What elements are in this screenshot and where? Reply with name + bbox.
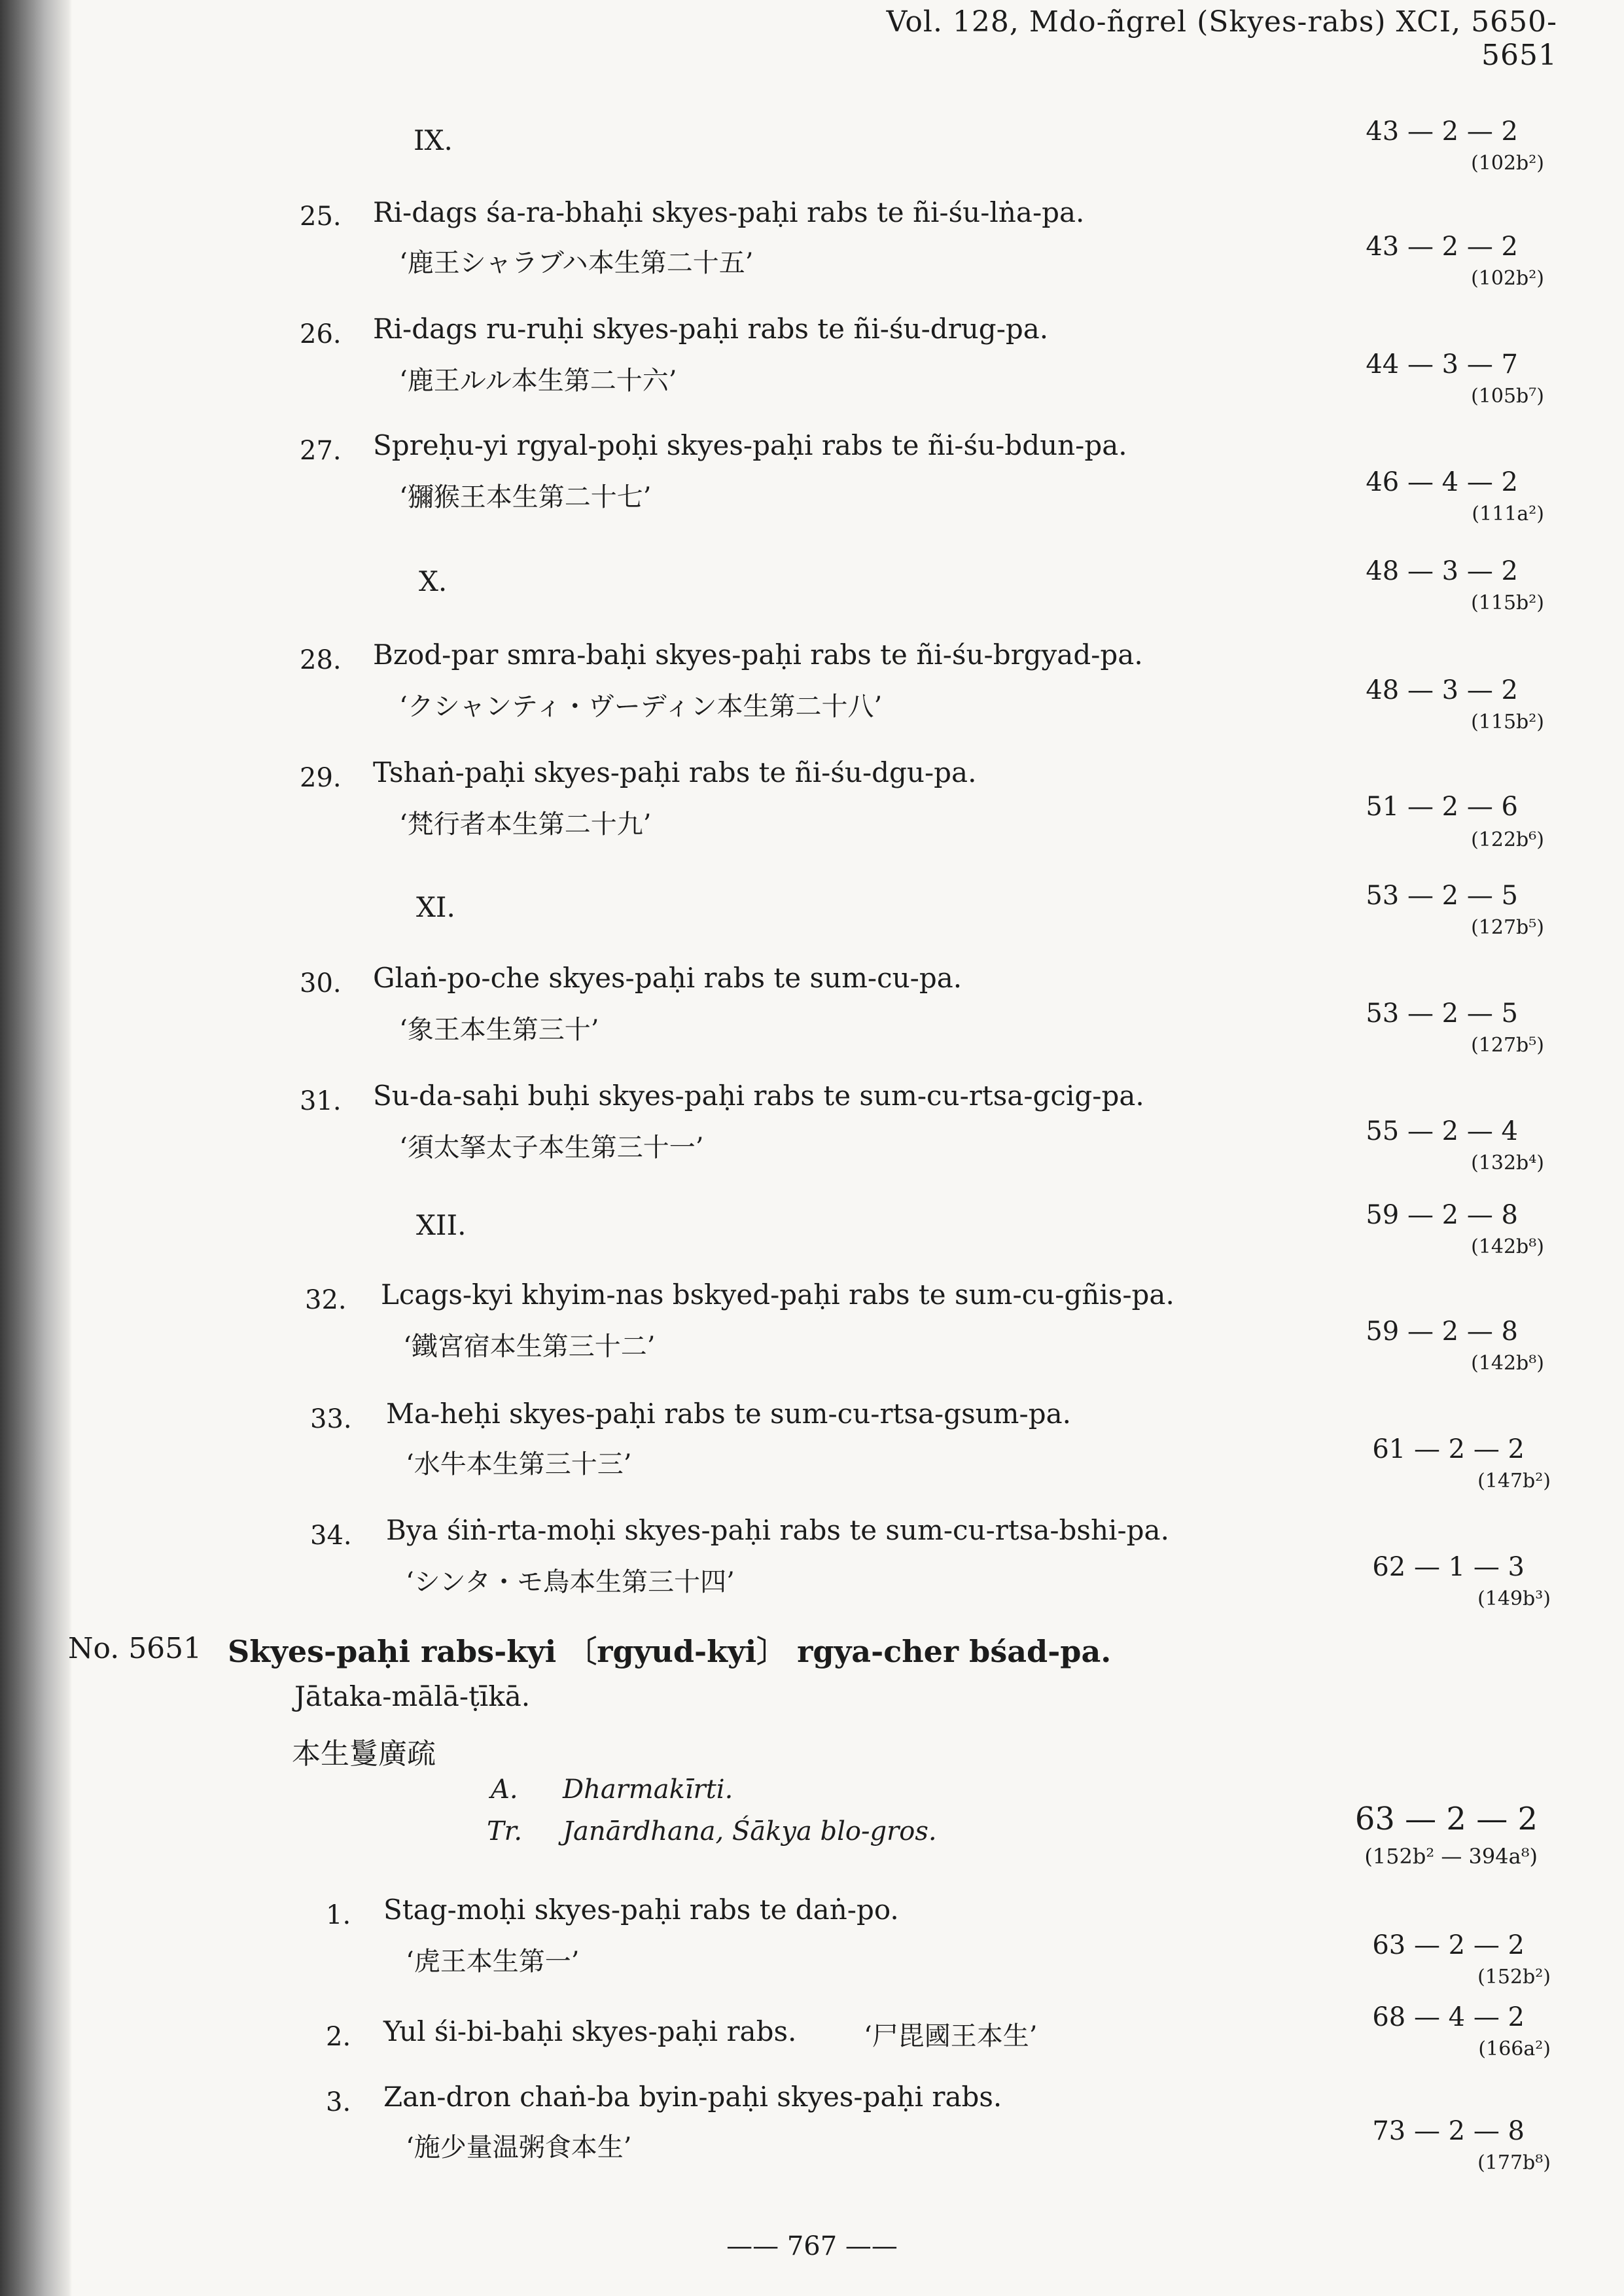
entry-31-number: 31. [300,1086,342,1116]
entry-26-folio: (105b⁷) [1471,385,1544,408]
entry-25-ref: 43 — 2 — 2 [1366,232,1518,262]
translator-names: Janārdhana, Śākya blo-gros. [563,1816,937,1846]
entry-27-folio: (111a²) [1472,503,1544,525]
entry-25-japanese: ‘鹿王シャラブハ本生第二十五’ [399,248,754,278]
entry-33-title: Ma-heḥi skyes-paḥi rabs te sum-cu-rtsa-gsum-pa. [386,1398,1071,1430]
entry-5651-folio-range: (152b² — 394a⁸) [1364,1844,1538,1869]
sub-entry-3-title: Zan-dron chaṅ-ba byin-paḥi skyes-paḥi rabs. [383,2081,1002,2113]
entry-28-japanese: ‘クシャンティ・ヴーディン本生第二十八’ [399,692,883,722]
entry-33-ref: 61 — 2 — 2 [1372,1434,1525,1464]
entry-5651-chinese-title: 本生鬘廣疏 [292,1737,436,1771]
sub-entry-2-number: 2. [326,2022,351,2052]
entry-27-title: Spreḥu-yi rgyal-poḥi skyes-paḥi rabs te ñi-śu-bdun-pa. [373,429,1127,461]
page-number [0,2231,1624,2261]
section-heading-ix: IX. [414,124,453,156]
sub-entry-1-japanese: ‘虎王本生第一’ [406,1947,580,1977]
entry-26-title: Ri-dags ru-ruḥi skyes-paḥi rabs te ñi-śu-drug-pa. [373,313,1049,345]
entry-34-ref: 62 — 1 — 3 [1372,1552,1525,1582]
entry-28-number: 28. [300,645,342,675]
entry-30-number: 30. [300,968,342,998]
entry-25-title: Ri-dags śa-ra-bhaḥi skyes-paḥi rabs te ñi-śu-lṅa-pa. [373,196,1085,228]
sub-entry-1-number: 1. [326,1900,351,1930]
entry-30-japanese: ‘象王本生第三十’ [399,1015,599,1045]
section-ix-folio: (102b²) [1471,152,1544,175]
entry-5651-tibetan-title: Skyes-paḥi rabs-kyi 〔rgyud-kyi〕 rgya-cher bśad-pa. [228,1634,1112,1669]
entry-28-title: Bzod-par smra-baḥi skyes-paḥi rabs te ñi-śu-brgyad-pa. [373,639,1143,671]
entry-34-folio: (149b³) [1477,1587,1551,1610]
entry-30-ref: 53 — 2 — 5 [1366,998,1518,1029]
entry-29-title: Tshaṅ-paḥi skyes-paḥi rabs te ñi-śu-dgu-pa. [373,756,977,788]
entry-29-number: 29. [300,763,342,793]
entry-5651-sanskrit-title: Jātaka-mālā-ṭīkā. [294,1680,531,1712]
entry-25-number: 25. [300,202,342,232]
entry-27-ref: 46 — 4 — 2 [1366,467,1518,497]
section-x-ref: 48 — 3 — 2 [1366,556,1518,586]
entry-26-ref: 44 — 3 — 7 [1366,349,1518,380]
running-head: Vol. 128, Mdo-ñgrel (Skyes-rabs) XCI, 5650-5651 [886,5,1557,72]
sub-entry-2-folio: (166a²) [1478,2038,1551,2060]
entry-31-japanese: ‘須太拏太子本生第三十一’ [399,1133,704,1163]
section-heading-xi: XI. [416,891,455,923]
entry-30-title: Glaṅ-po-che skyes-paḥi rabs te sum-cu-pa. [373,962,962,994]
entry-30-folio: (127b⁵) [1471,1034,1544,1057]
section-xi-ref: 53 — 2 — 5 [1366,881,1518,911]
page-number-dash-right: —— [837,2231,898,2261]
entry-34-japanese: ‘シンタ・モ鳥本生第三十四’ [406,1567,735,1597]
entry-29-ref: 51 — 2 — 6 [1366,792,1518,822]
entry-31-folio: (132b⁴) [1471,1152,1544,1174]
entry-5651-ref: 63 — 2 — 2 [1354,1801,1538,1837]
entry-32-folio: (142b⁸) [1471,1352,1544,1375]
entry-32-ref: 59 — 2 — 8 [1366,1316,1518,1347]
entry-34-title: Bya śiṅ-rta-moḥi skyes-paḥi rabs te sum-cu-rtsa-bshi-pa. [386,1514,1169,1546]
sub-entry-1-title: Stag-moḥi skyes-paḥi rabs te daṅ-po. [383,1894,899,1926]
section-xi-folio: (127b⁵) [1471,916,1544,939]
section-heading-x: X. [419,565,448,597]
entry-34-number: 34. [310,1521,352,1551]
entry-25-folio: (102b²) [1471,267,1544,290]
entry-29-japanese: ‘梵行者本生第二十九’ [399,809,652,839]
entry-31-ref: 55 — 2 — 4 [1366,1116,1518,1146]
entry-28-ref: 48 — 3 — 2 [1366,675,1518,705]
entry-26-number: 26. [300,319,342,349]
entry-33-number: 33. [310,1404,352,1434]
author-label: A. [491,1775,518,1805]
translator-label: Tr. [487,1816,523,1846]
section-x-folio: (115b²) [1471,592,1544,614]
page-number-dash-left: —— [726,2231,787,2261]
sub-entry-2-ref: 68 — 4 — 2 [1372,2002,1525,2032]
entry-29-folio: (122b⁶) [1471,828,1544,851]
section-heading-xii: XII. [416,1209,467,1241]
sub-entry-2-japanese: ‘尸毘國王本生’ [864,2021,1038,2051]
sub-entry-3-number: 3. [326,2087,351,2117]
entry-32-title: Lcags-kyi khyim-nas bskyed-paḥi rabs te sum-cu-gñis-pa. [381,1279,1174,1311]
entry-33-japanese: ‘水牛本生第三十三’ [406,1449,632,1479]
section-xii-ref: 59 — 2 — 8 [1366,1200,1518,1230]
entry-28-folio: (115b²) [1471,711,1544,733]
section-xii-folio: (142b⁸) [1471,1235,1544,1258]
entry-32-japanese: ‘鐵宮宿本生第三十二’ [403,1332,656,1362]
sub-entry-3-ref: 73 — 2 — 8 [1372,2116,1525,2146]
scan-edge-shadow [0,0,72,2296]
entry-number-5651: No. 5651 [68,1632,202,1665]
sub-entry-1-folio: (152b²) [1477,1966,1551,1988]
entry-32-number: 32. [305,1285,347,1315]
entry-31-title: Su-da-saḥi buḥi skyes-paḥi rabs te sum-cu-rtsa-gcig-pa. [373,1080,1144,1112]
section-ix-ref: 43 — 2 — 2 [1366,116,1518,147]
entry-33-folio: (147b²) [1477,1470,1551,1492]
sub-entry-3-japanese: ‘施少量温粥食本生’ [406,2132,632,2163]
sub-entry-1-ref: 63 — 2 — 2 [1372,1930,1525,1960]
sub-entry-2-title: Yul śi-bi-baḥi skyes-paḥi rabs. [383,2015,797,2047]
author-name: Dharmakīrti. [563,1775,733,1805]
page-number-value: 767 [786,2231,838,2261]
entry-27-number: 27. [300,436,342,466]
entry-27-japanese: ‘獼猴王本生第二十七’ [399,482,652,512]
entry-26-japanese: ‘鹿王ルル本生第二十六’ [399,366,677,396]
sub-entry-3-folio: (177b⁸) [1477,2151,1551,2174]
